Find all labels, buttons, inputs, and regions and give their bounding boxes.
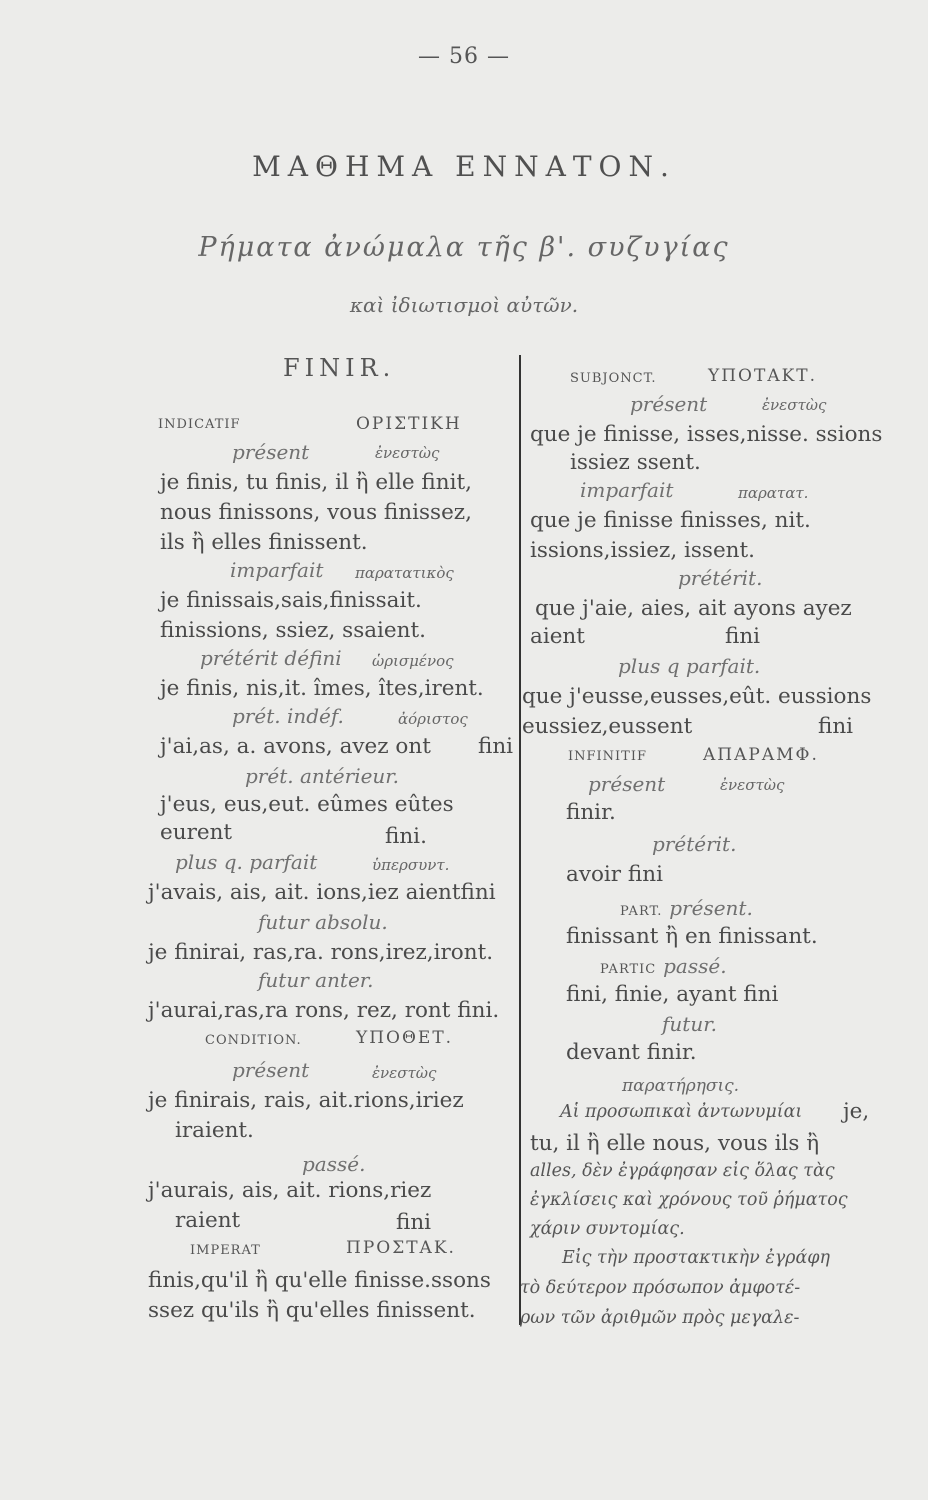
page-number: — 56 —	[418, 44, 510, 69]
tense-label-gr: ἀόριστος	[398, 710, 468, 728]
tense-label: prét. indéf.	[232, 704, 344, 728]
tense-label-gr: ὑπερσυντ.	[372, 856, 450, 874]
note-line: τὸ δεύτερον πρόσωπον ἀμφοτέ-	[520, 1278, 801, 1298]
participle-fini: fini.	[385, 824, 427, 849]
conjugation-line: finis,qu'il ἢ qu'elle finisse.ssons	[148, 1268, 491, 1293]
conjugation-line: j'aurai,ras,ra rons, rez, ront fini.	[148, 998, 500, 1023]
conjugation-line: fini, finie, ayant fini	[566, 982, 779, 1007]
tense-label: plus q parfait.	[618, 654, 761, 678]
conjugation-line: que j'eusse,eusses,eût. eussions	[522, 684, 872, 709]
conjugation-line: j'avais, ais, ait. ions,iez aientfini	[148, 880, 496, 905]
mood-heading-gr: ΥΠΟΤΑΚΤ.	[708, 366, 818, 386]
column-divider	[519, 355, 521, 1325]
conjugation-line: je finirais, rais, ait.rions,iriez	[148, 1088, 464, 1113]
conjugation-line: eussiez,eussent	[522, 714, 693, 739]
participle-fini: fini	[478, 734, 514, 759]
tense-label-gr: ἐνεστὼς	[372, 1064, 437, 1082]
mood-heading-gr: ΥΠΟΘΕΤ.	[356, 1028, 454, 1048]
conjugation-line: j'eus, eus,eut. eûmes eûtes	[160, 792, 454, 817]
note-line: tu, il ἢ elle nous, vous ils ἢ	[530, 1131, 820, 1156]
conjugation-line: raient	[175, 1208, 241, 1233]
participle-fini: fini	[396, 1210, 432, 1235]
mood-heading-fr: CONDITION.	[205, 1033, 302, 1048]
participle-heading	[600, 956, 727, 978]
note-line: Εἰς τὴν προστακτικὴν ἐγράφη	[562, 1248, 831, 1268]
tense-label: prétérit.	[652, 832, 737, 856]
tense-label: présent	[588, 772, 666, 796]
tense-label: futur anter.	[258, 968, 374, 992]
verb-heading: FINIR.	[283, 354, 396, 382]
conjugation-line: eurent	[160, 820, 233, 845]
lesson-subtitle-2: καὶ ἰδιωτισμοὶ αὐτῶν.	[349, 293, 579, 317]
tense-label: prét. antérieur.	[245, 764, 400, 788]
conjugation-line: que je finisse, isses,nisse. ssions	[530, 422, 883, 447]
conjugation-line: devant finir.	[566, 1040, 697, 1065]
conjugation-line: finir.	[566, 800, 616, 825]
note-line: Αἱ προσωπικαὶ ἀντωνυμίαι	[560, 1102, 803, 1122]
tense-label: plus q. parfait	[175, 850, 318, 874]
mood-heading-fr: IMPERAT	[190, 1243, 261, 1258]
tense-label-gr: ἐνεστὼς	[720, 776, 785, 794]
conjugation-line: finissions, ssiez, ssaient.	[160, 618, 426, 643]
tense-label: prétérit.	[678, 566, 763, 590]
mood-heading-gr: ΠΡΟΣΤΑΚ.	[346, 1238, 456, 1258]
note-title: παρατήρησις.	[622, 1076, 740, 1096]
lesson-subtitle: Ρήματα ἀνώμαλα τῆς β'. συζυγίας	[198, 232, 730, 263]
participle-heading-sc: PART.	[620, 904, 663, 919]
mood-heading-fr: INDICATIF	[158, 417, 241, 432]
participle-heading-sc: PARTIC	[600, 962, 657, 977]
conjugation-line: issions,issiez, issent.	[530, 538, 756, 563]
tense-label: futur absolu.	[258, 910, 388, 934]
conjugation-line: finissant ἢ en finissant.	[566, 924, 818, 949]
participle-fini: fini	[725, 624, 761, 649]
tense-label-gr: ἐνεστὼς	[375, 444, 440, 462]
conjugation-line: je finissais,sais,finissait.	[160, 588, 422, 613]
conjugation-line: aient	[530, 624, 585, 649]
conjugation-line: je finis, nis,it. îmes, îtes,irent.	[160, 676, 484, 701]
mood-heading-fr: SUBJONCT.	[570, 371, 657, 386]
mood-heading-gr: ΑΠΑΡΑΜΦ.	[703, 745, 819, 765]
tense-label: imparfait	[580, 478, 674, 502]
tense-label-gr: ἐνεστὼς	[762, 396, 827, 414]
tense-label: présent	[232, 440, 310, 464]
conjugation-line: avoir fini	[566, 862, 663, 887]
tense-label-gr: παρατατικὸς	[355, 564, 454, 582]
conjugation-line: que j'aie, aies, ait ayons ayez	[535, 596, 852, 621]
note-line: alles, δὲν ἐγράφησαν εἰς ὅλας τὰς	[530, 1161, 835, 1181]
conjugation-line: j'aurais, ais, ait. rions,riez	[148, 1178, 432, 1203]
note-line: ἐγκλίσεις καὶ χρόνους τοῦ ῥήματος	[530, 1190, 848, 1210]
conjugation-line: je finis, tu finis, il ἢ elle finit,	[160, 470, 472, 495]
participle-heading-it: présent.	[669, 896, 753, 920]
note-line: je,	[843, 1099, 870, 1124]
conjugation-line: issiez ssent.	[570, 450, 701, 475]
participle-heading-it: passé.	[663, 954, 727, 978]
tense-label: passé.	[302, 1152, 366, 1176]
conjugation-line: ils ἢ elles finissent.	[160, 530, 368, 555]
tense-label: présent	[630, 392, 708, 416]
tense-label: présent	[232, 1058, 310, 1082]
mood-heading-fr: INFINITIF	[568, 749, 648, 764]
conjugation-line: j'ai,as, a. avons, avez ont	[160, 734, 431, 759]
conjugation-line: je finirai, ras,ra. rons,irez,iront.	[148, 940, 494, 965]
mood-heading-gr: ΟΡΙΣΤΙΚΗ	[356, 414, 462, 434]
conjugation-line: iraient.	[175, 1118, 254, 1143]
conjugation-line: ssez qu'ils ἢ qu'elles finissent.	[148, 1298, 476, 1323]
tense-label: futur.	[662, 1012, 717, 1036]
tense-label: prétérit défini	[200, 646, 342, 670]
note-line: ρων τῶν ἀριθμῶν πρὸς μεγαλε-	[520, 1308, 800, 1328]
lesson-title: ΜΑΘΗΜΑ ΕΝΝΑΤΟΝ.	[252, 150, 676, 183]
tense-label: imparfait	[230, 558, 324, 582]
tense-label-gr: ὡρισμένος	[372, 652, 454, 670]
conjugation-line: que je finisse finisses, nit.	[530, 508, 811, 533]
participle-fini: fini	[818, 714, 854, 739]
conjugation-line: nous finissons, vous finissez,	[160, 500, 472, 525]
tense-label-gr: παρατατ.	[738, 484, 809, 502]
note-line: χάριν συντομίας.	[530, 1219, 685, 1239]
participle-heading	[620, 898, 753, 920]
